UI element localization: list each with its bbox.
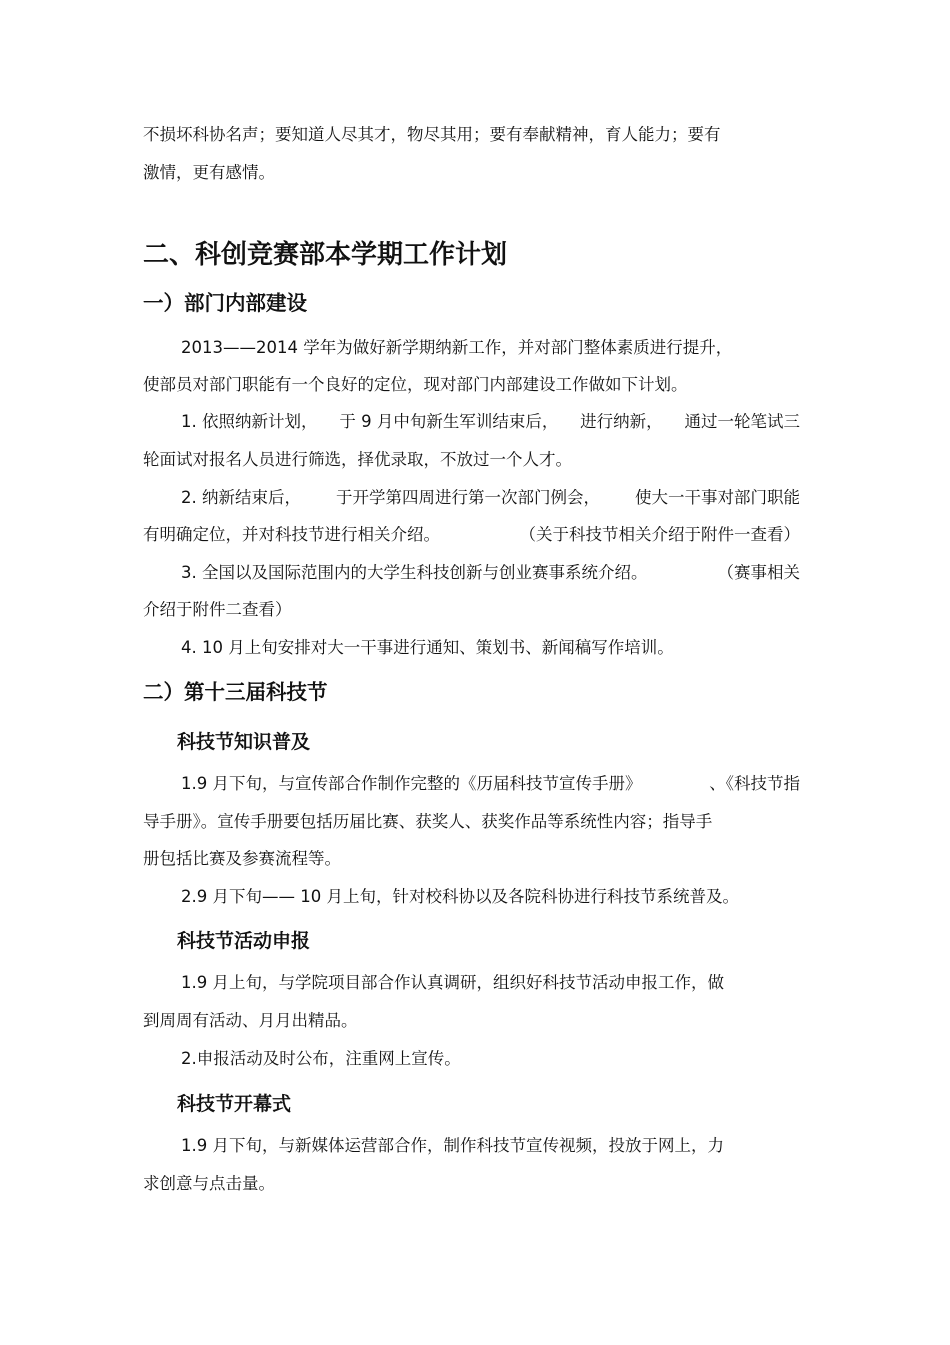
item1-segment-d: 通过一轮笔试三 — [684, 412, 800, 431]
part1-item2-line-1 — [181, 487, 800, 509]
sub3-p1-line-2: 求创意与点击量。 — [143, 1174, 275, 1193]
item2-segment-b: 于开学第四周进行第一次部门例会， — [336, 488, 600, 507]
section-title: 二、科创竞赛部本学期工作计划 — [143, 240, 508, 270]
sub3-p1-line-1: 1.9 月下旬，与新媒体运营部合作，制作科技节宣传视频，投放于网上，力 — [181, 1136, 724, 1155]
sub2-p1-line-2: 到周周有活动、月月出精品。 — [143, 1011, 358, 1030]
item2-segment-c: 使大一干事对部门职能 — [635, 488, 800, 507]
item3-segment-b: （赛事相关 — [717, 563, 800, 582]
item2-line2-segment-a: 有明确定位，并对科技节进行相关介绍。 — [143, 525, 440, 544]
sub3-title: 科技节开幕式 — [177, 1093, 292, 1115]
part1-intro-line-2: 使部员对部门职能有一个良好的定位，现对部门内部建设工作做如下计划。 — [143, 375, 688, 394]
sub1-p1-line-3: 册包括比赛及参赛流程等。 — [143, 849, 341, 868]
item3-segment-a: 3. 全国以及国际范围内的大学生科技创新与创业赛事系统介绍。 — [181, 563, 648, 582]
part1-item2-line-2 — [143, 524, 800, 546]
sub2-p1-line-1: 1.9 月上旬，与学院项目部合作认真调研，组织好科技节活动申报工作，做 — [181, 973, 724, 992]
item1-segment-b: 于 9 月中旬新生军训结束后， — [339, 412, 559, 431]
item2-segment-a: 2. 纳新结束后， — [181, 488, 301, 507]
sub2-p2: 2.申报活动及时公布，注重网上宣传。 — [181, 1049, 461, 1068]
part1-item3-line-2: 介绍于附件二查看） — [143, 600, 292, 619]
item1-segment-a: 1. 依照纳新计划， — [181, 412, 318, 431]
item2-line2-segment-b: （关于科技节相关介绍于附件一查看） — [519, 525, 800, 544]
part1-item4: 4. 10 月上旬安排对大一干事进行通知、策划书、新闻稿写作培训。 — [181, 638, 674, 657]
part1-heading: 一）部门内部建设 — [143, 291, 307, 315]
sub1-title: 科技节知识普及 — [177, 731, 311, 753]
part1-item1-line-2: 轮面试对报名人员进行筛选，择优录取，不放过一个人才。 — [143, 450, 572, 469]
sub2-title: 科技节活动申报 — [177, 930, 311, 952]
part1-item3-line-1 — [181, 562, 800, 584]
intro-line-1: 不损坏科协名声；要知道人尽其才，物尽其用；要有奉献精神，育人能力；要有 — [143, 125, 721, 144]
sub1-p1-segment-b: 、《科技节指 — [709, 774, 800, 793]
intro-line-2: 激情，更有感情。 — [143, 163, 275, 182]
part1-intro-line-1: 2013——2014 学年为做好新学期纳新工作，并对部门整体素质进行提升， — [181, 338, 733, 357]
item1-segment-c: 进行纳新， — [580, 412, 663, 431]
sub1-p1-segment-a: 1.9 月下旬，与宣传部合作制作完整的《历届科技节宣传手册》 — [181, 774, 642, 793]
sub1-p2: 2.9 月下旬—— 10 月上旬，针对校科协以及各院科协进行科技节系统普及。 — [181, 887, 739, 906]
sub1-p1-line-1 — [181, 773, 800, 795]
sub1-p1-line-2: 导手册》。宣传手册要包括历届比赛、获奖人、获奖作品等系统性内容；指导手 — [143, 812, 713, 831]
part2-heading: 二）第十三届科技节 — [143, 680, 328, 704]
part1-item1-line-1 — [181, 411, 800, 433]
